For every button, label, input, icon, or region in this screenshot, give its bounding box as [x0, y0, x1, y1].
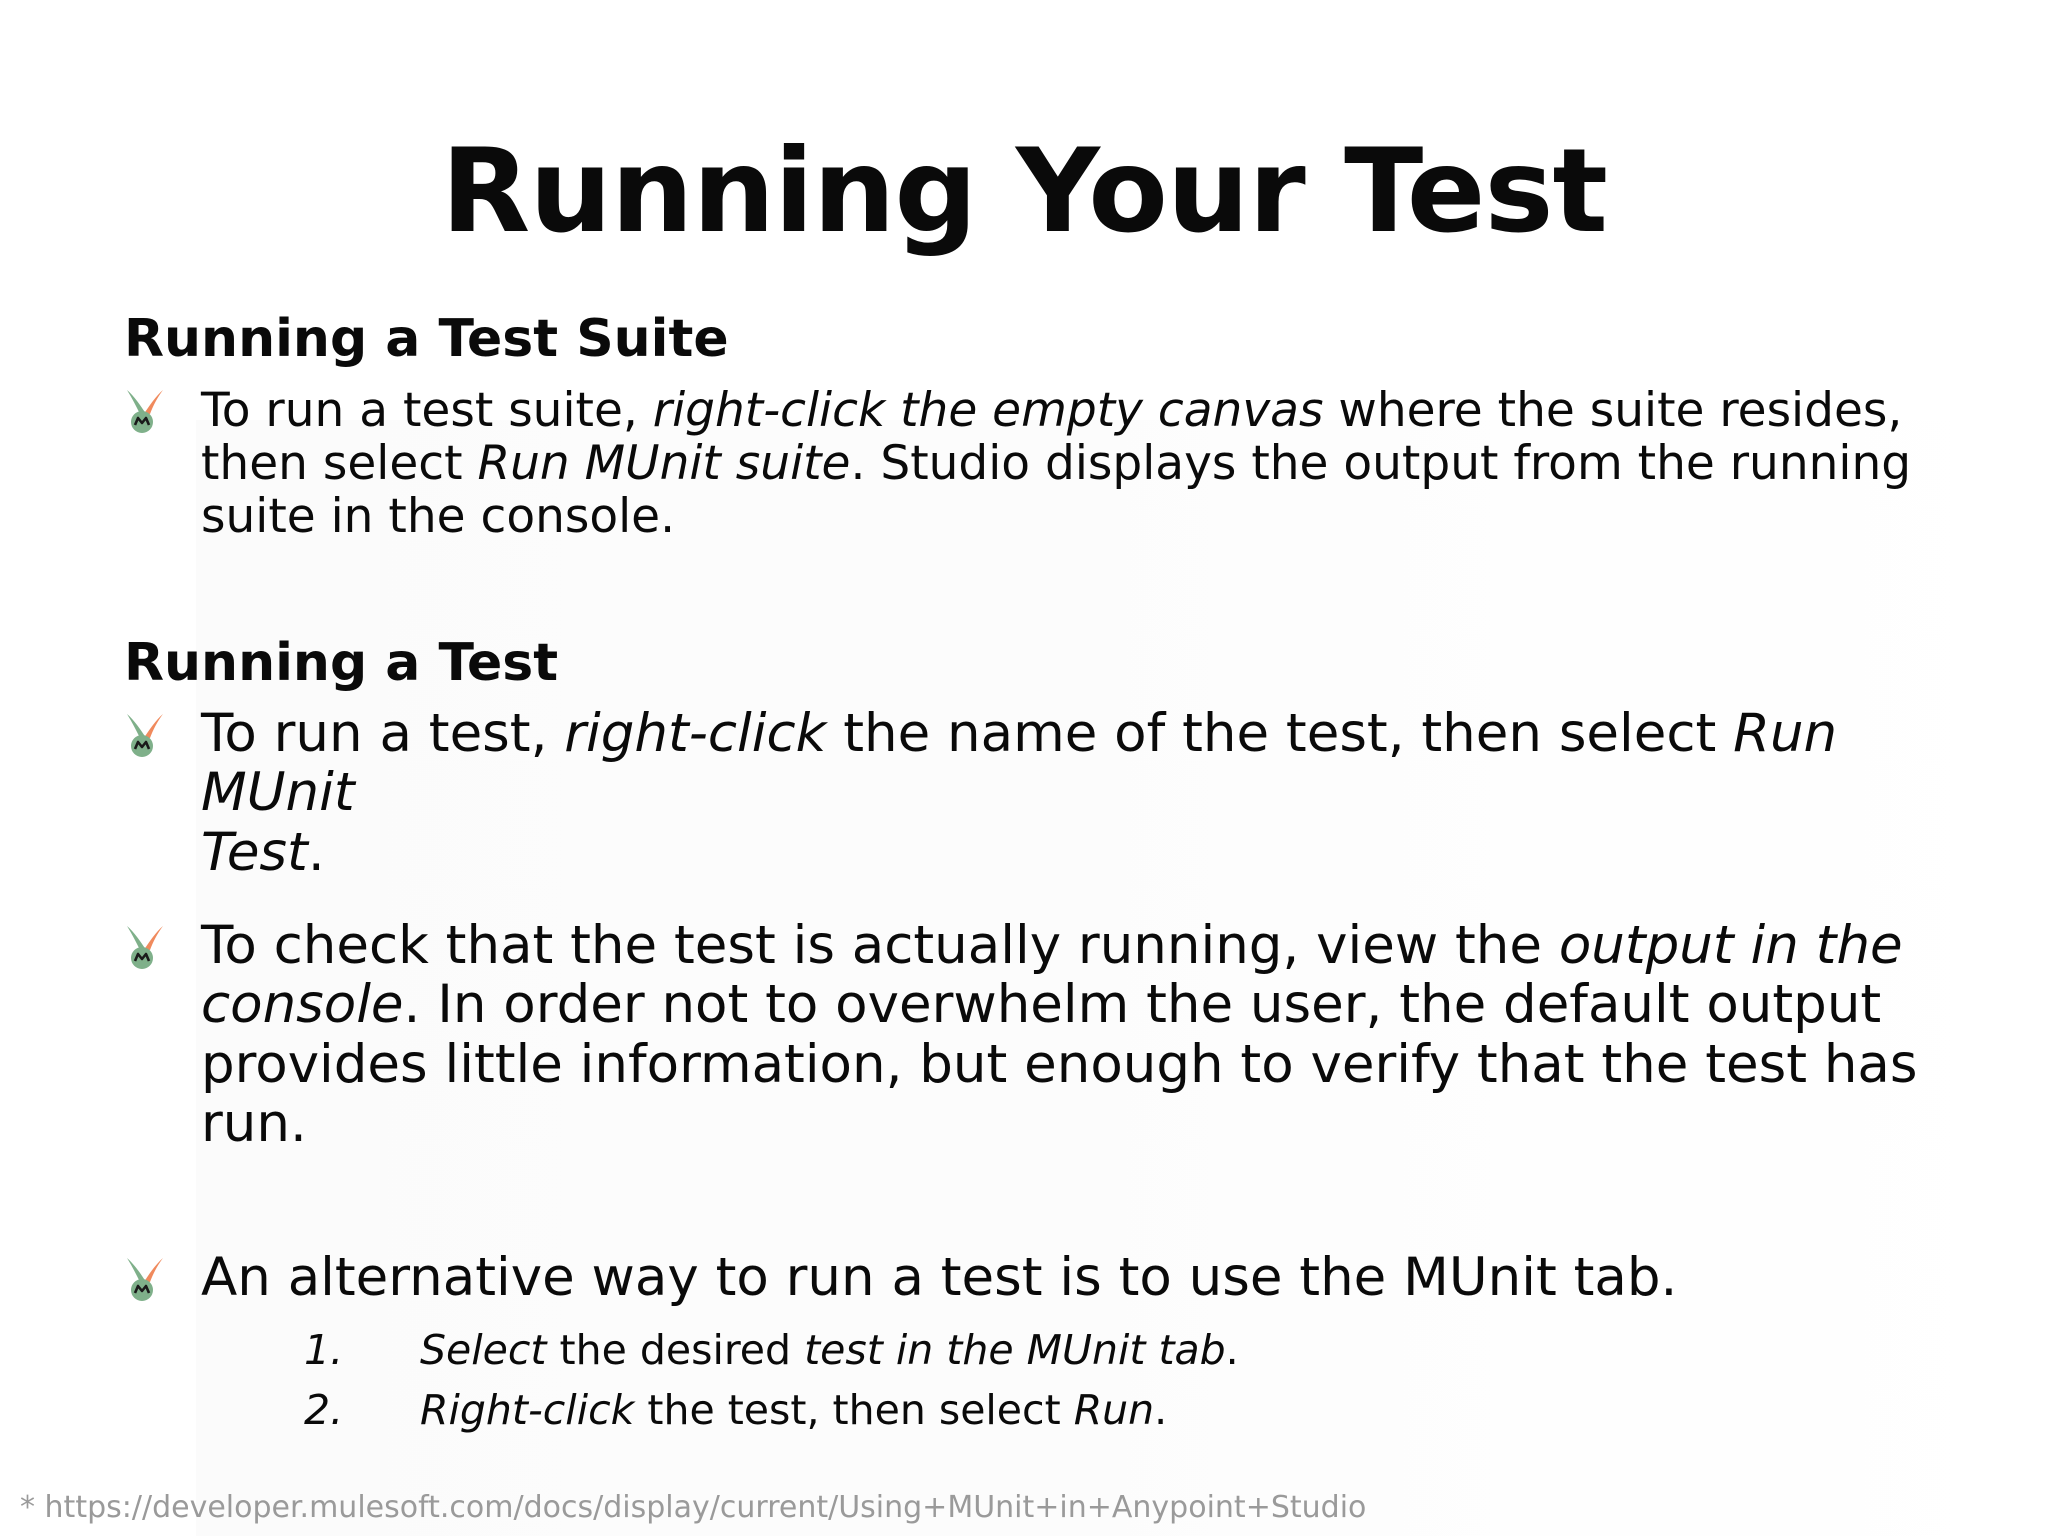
- emphasis-text: output in the: [1558, 915, 1903, 976]
- mule-logo-icon: [124, 712, 166, 760]
- plain-text: the desired: [546, 1326, 805, 1374]
- plain-text: To check that the test is actually running, view the: [201, 915, 1559, 976]
- mule-logo-icon: [124, 924, 166, 972]
- substep-number: 2.: [304, 1386, 344, 1434]
- plain-text: the name of the test, then select: [826, 703, 1734, 764]
- emphasis-text: right-click: [564, 703, 827, 764]
- plain-text: provides little information, but enough to verify that the test has: [201, 1033, 1918, 1095]
- bullet-text: [201, 704, 2001, 882]
- emphasis-text: Run: [1073, 1386, 1155, 1434]
- emphasis-text: Run MUnit suite: [477, 436, 851, 492]
- plain-text: An alternative way to run a test is to use the MUnit tab.: [201, 1247, 1678, 1308]
- mule-logo-icon: [124, 388, 166, 436]
- emphasis-text: Run MUnit: [201, 703, 1838, 824]
- substep-text: [420, 1380, 1167, 1440]
- emphasis-text: Right-click: [420, 1386, 635, 1434]
- mule-logo-icon: [124, 1256, 166, 1304]
- bullet-text: [201, 1248, 2001, 1307]
- section-heading-test-suite: Running a Test Suite: [124, 309, 729, 369]
- slide-title: Running Your Test: [441, 124, 1607, 259]
- substep-text: [420, 1320, 1239, 1380]
- bullet-text: [201, 384, 2001, 543]
- plain-text: .: [307, 821, 325, 883]
- plain-text: where the suite resides,: [1323, 383, 1903, 438]
- plain-text: .: [1225, 1326, 1239, 1374]
- emphasis-text: Select: [420, 1326, 547, 1374]
- plain-text: the test, then select: [634, 1386, 1074, 1434]
- emphasis-text: console: [201, 974, 404, 1036]
- plain-text: then select: [201, 436, 478, 492]
- substep-number: 1.: [304, 1326, 344, 1374]
- emphasis-text: right-click the empty canvas: [652, 383, 1324, 438]
- plain-text: .: [1154, 1386, 1168, 1434]
- plain-text: . Studio displays the output from the running: [850, 436, 1912, 492]
- bullet-text: [201, 916, 2001, 1153]
- footnote-source-link: * https://developer.mulesoft.com/docs/display/current/Using+MUnit+in+Anypoint+Studio: [20, 1490, 1367, 1525]
- plain-text: To run a test suite,: [201, 383, 653, 438]
- section-heading-test: Running a Test: [124, 633, 559, 693]
- plain-text: . In order not to overwhelm the user, the default output: [403, 974, 1882, 1036]
- emphasis-text: test in the MUnit tab: [804, 1326, 1226, 1374]
- plain-text: run.: [201, 1093, 307, 1155]
- plain-text: suite in the console.: [201, 489, 676, 545]
- emphasis-text: Test: [201, 821, 308, 883]
- plain-text: To run a test,: [201, 703, 565, 764]
